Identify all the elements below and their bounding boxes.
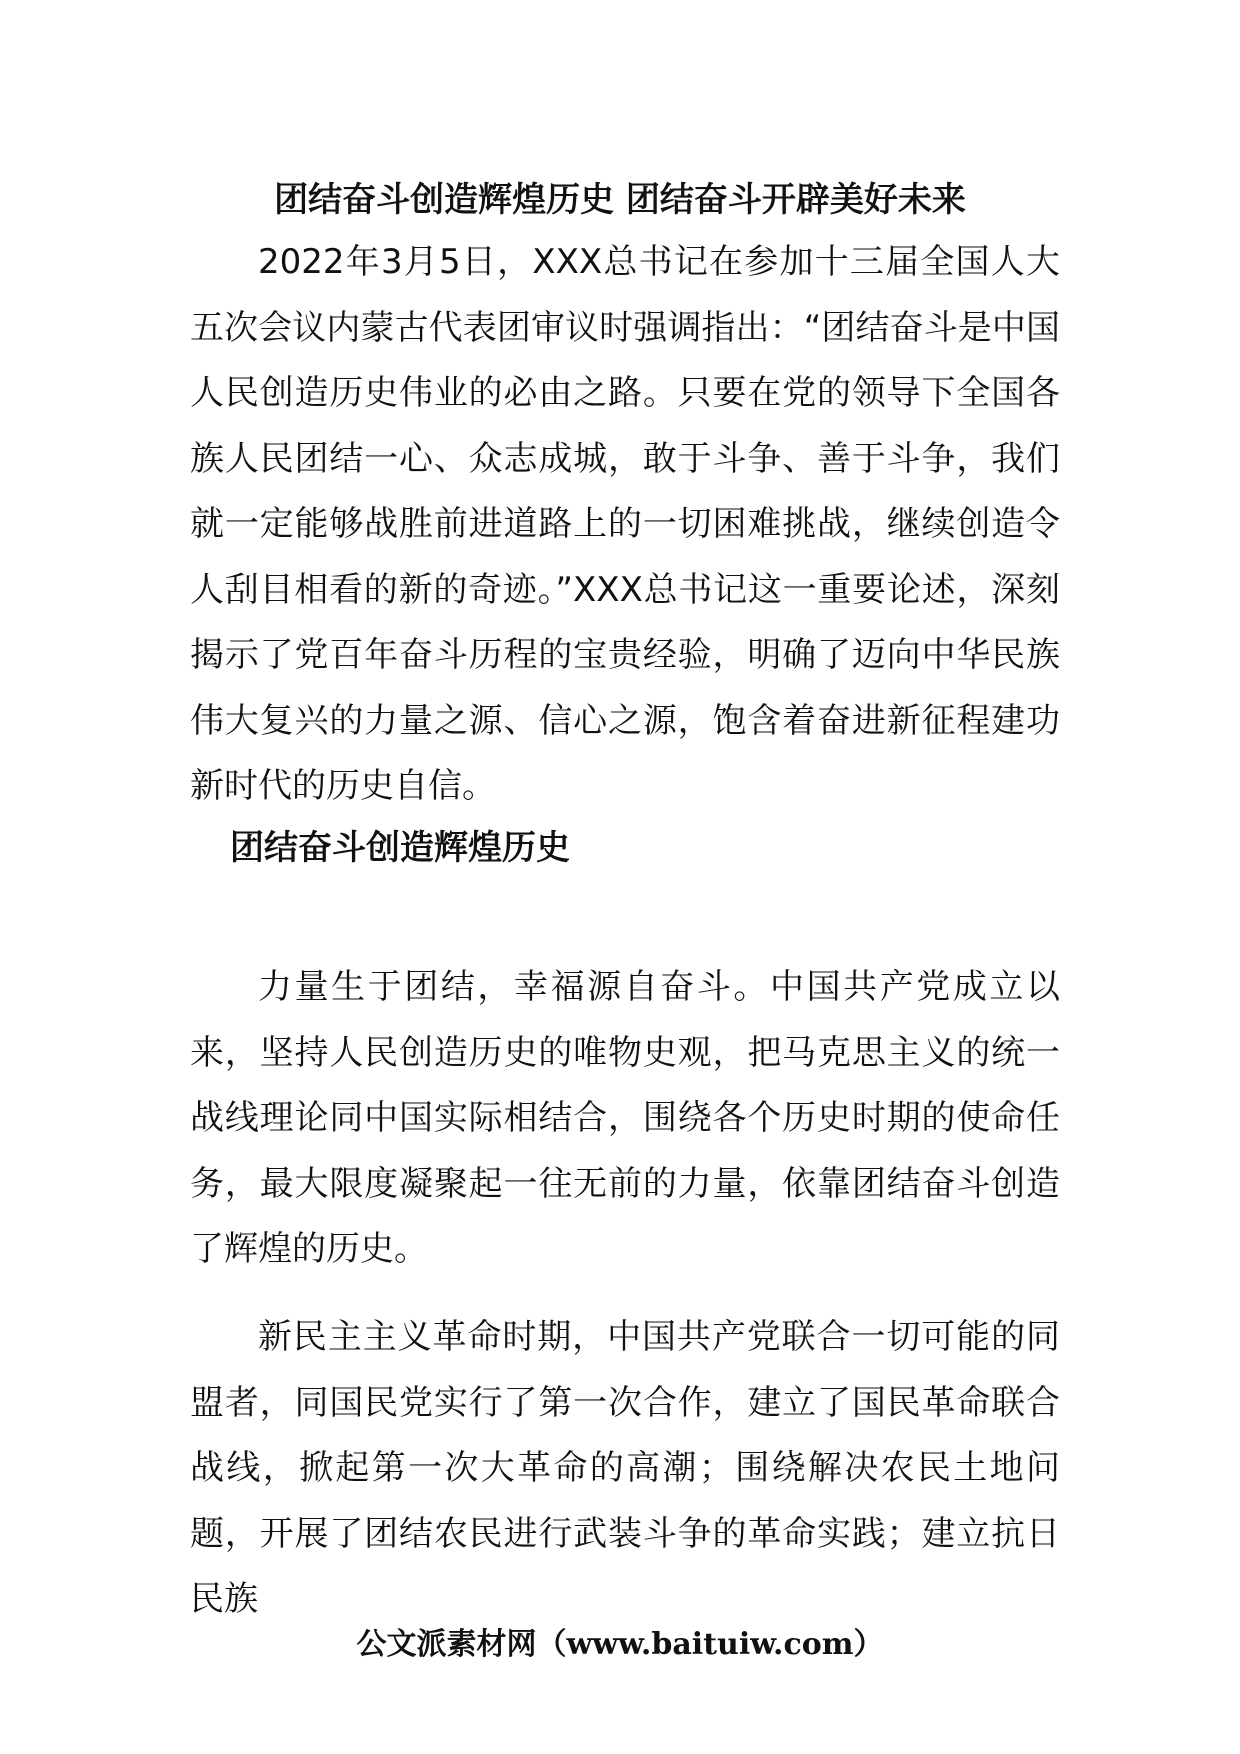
section-paragraph-2: 新民主主义革命时期，中国共产党联合一切可能的同盟者，同国民党实行了第一次合作，建立了国民革命联合战线，掀起第一次大革命的高潮；围绕解决农民土地问题，开展了团结农民进行武装斗争的革命实践；建立抗日民族	[190, 1317, 1060, 1619]
document-title: 团结奋斗创造辉煌历史 团结奋斗开辟美好未来	[274, 180, 966, 220]
section-paragraph-1: 力量生于团结，幸福源自奋斗。中国共产党成立以来，坚持人民创造历史的唯物史观，把马克思主义的统一战线理论同中国实际相结合，围绕各个历史时期的使命任务，最大限度凝聚起一往无前的力量，依靠团结奋斗创造了辉煌的历史。	[190, 967, 1060, 1269]
intro-paragraph: 2022年3月5日，XXX总书记在参加十三届全国人大五次会议内蒙古代表团审议时强调指出：“团结奋斗是中国人民创造历史伟业的必由之路。只要在党的领导下全国各族人民团结一心、众志成城，敢于斗争、善于斗争，我们就一定能够战胜前进道路上的一切困难挑战，继续创造令人刮目相看的新的奇迹。”XXX总书记这一重要论述，深刻揭示了党百年奋斗历程的宝贵经验，明确了迈向中华民族伟大复兴的力量之源、信心之源，饱含着奋进新征程建功新时代的历史自信。	[190, 242, 1060, 806]
section-heading: 团结奋斗创造辉煌历史	[230, 828, 570, 868]
page-footer: 公文派素材网（www.baituiw.com）	[356, 1627, 884, 1662]
